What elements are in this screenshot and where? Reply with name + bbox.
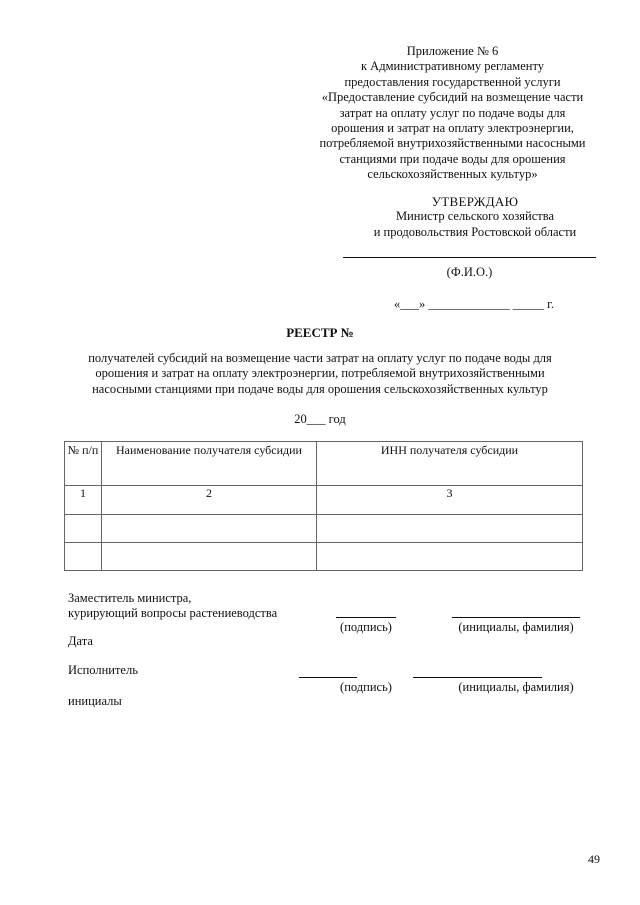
deputy-signature-line — [336, 617, 396, 618]
table-cell — [102, 543, 317, 571]
registry-subtitle — [80, 351, 560, 397]
executor-signature-line — [299, 677, 357, 678]
appendix-header — [300, 44, 605, 183]
header-cell-name: Наименование получателя субсидии — [102, 442, 317, 486]
page-number: 49 — [588, 852, 600, 866]
appendix-line: предоставления государственной услуги — [344, 74, 561, 89]
table-header-row — [65, 442, 583, 486]
appendix-line: к Административному регламенту — [360, 59, 544, 74]
registry-subtitle-line: орошения и затрат на оплату электроэнергии, потребляемой внутрихозяйственными — [95, 366, 545, 381]
table-cell — [65, 515, 102, 543]
deputy-initials-line — [452, 617, 580, 618]
approval-line: и продовольствия Ростовской области — [373, 224, 577, 239]
approval-block — [330, 194, 620, 240]
table-numbering-row — [65, 486, 583, 515]
appendix-line: сельскохозяйственных культур» — [367, 167, 538, 182]
table-cell — [317, 515, 583, 543]
executor-signature-caption: (подпись) — [340, 680, 392, 694]
header-cell-number: № п/п — [65, 442, 102, 486]
registry-table — [64, 441, 583, 571]
appendix-line: затрат на оплату услуг по подаче воды для — [339, 105, 566, 120]
registry-subtitle-line: получателей субсидий на возмещение части затрат на оплату услуг по подаче воды для — [88, 351, 552, 365]
appendix-line: потребляемой внутрихозяйственными насосными — [319, 136, 586, 151]
executor-label: Исполнитель — [68, 663, 138, 677]
deputy-line: курирующий вопросы растениеводства — [68, 606, 278, 621]
deputy-signature-caption: (подпись) — [340, 620, 392, 634]
initials-label: инициалы — [68, 694, 122, 708]
table-row — [65, 515, 583, 543]
approval-title: УТВЕРЖДАЮ — [431, 194, 519, 209]
appendix-line: станциями при подаче воды для орошения — [339, 151, 566, 166]
approval-line: Министр сельского хозяйства — [395, 209, 555, 224]
registry-subtitle-line: насосными станциями при подаче воды для орошения сельскохозяйственных культур — [92, 381, 548, 396]
column-number: 2 — [102, 486, 317, 515]
column-number: 3 — [317, 486, 583, 515]
table-cell — [102, 515, 317, 543]
approval-signature-line — [343, 257, 596, 258]
date-label: Дата — [68, 634, 93, 648]
table-cell — [317, 543, 583, 571]
header-cell-inn: ИНН получателя субсидии — [317, 442, 583, 486]
approval-date: «___» _____________ _____ г. — [394, 297, 554, 311]
appendix-line: Приложение № 6 — [406, 44, 499, 58]
approval-fio: (Ф.И.О.) — [446, 265, 493, 279]
appendix-line: «Предоставление субсидий на возмещение части — [321, 90, 584, 105]
table-cell — [65, 543, 102, 571]
deputy-minister-label — [68, 591, 277, 622]
deputy-line: Заместитель министра, — [68, 591, 192, 605]
executor-initials-caption: (инициалы, фамилия) — [458, 680, 574, 694]
deputy-initials-caption: (инициалы, фамилия) — [458, 620, 574, 634]
executor-initials-line — [413, 677, 542, 678]
table-row — [65, 543, 583, 571]
registry-title: РЕЕСТР № — [286, 325, 354, 340]
registry-year: 20___ год — [294, 412, 346, 426]
column-number: 1 — [65, 486, 102, 515]
appendix-line: орошения и затрат на оплату электроэнергии, — [331, 121, 574, 136]
